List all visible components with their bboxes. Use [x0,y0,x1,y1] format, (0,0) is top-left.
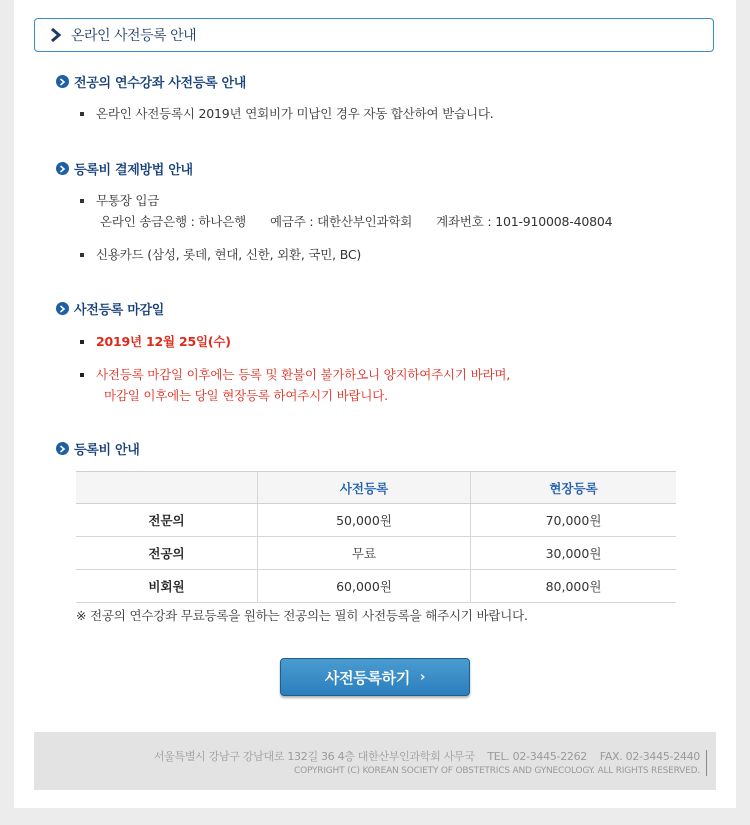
bullet-square-icon [80,253,84,257]
circle-chevron-icon [56,75,69,88]
account-holder: 예금주 : 대한산부인과학회 [269,214,413,229]
footer-fax: FAX. 02-3445-2440 [599,750,700,763]
warning-line-1: 사전등록 마감일 이후에는 등록 및 환불이 불가하오니 양지하여주시기 바라며, [96,367,510,382]
list-item-bank-transfer [80,190,612,232]
section-heading-payment [56,159,193,178]
table-cell: 60,000원 [258,570,471,603]
column-header: 사전등록 [258,472,471,504]
deadline-date [80,331,231,352]
deadline-date-text: 2019년 12월 25일(수) [96,334,231,349]
table-cell: 비회원 [76,570,258,603]
circle-chevron-icon [56,442,69,455]
column-header: 현장등록 [471,472,677,504]
page-title: 온라인 사전등록 안내 [71,28,197,44]
list-item-credit-card [80,244,361,265]
warning-line-2: 마감일 이후에는 당일 현장등록 하여주시기 바랍니다. [104,388,388,403]
table-cell: 무료 [258,537,471,570]
account-number: 계좌번호 : 101-910008-40804 [436,214,613,229]
bullet-square-icon [80,373,84,377]
list-item-text: 온라인 사전등록시 2019년 연회비가 미납인 경우 자동 합산하여 받습니다. [96,106,494,121]
page-title-box [34,18,714,52]
table-row [76,570,676,603]
section-heading-text: 사전등록 마감일 [74,303,165,318]
table-header-row [76,472,676,504]
section-heading-text: 등록비 결제방법 안내 [74,163,193,178]
table-cell: 50,000원 [258,504,471,537]
footer-divider [706,750,707,776]
circle-chevron-icon [56,302,69,315]
section-heading-text: 등록비 안내 [74,443,140,458]
footer [34,732,716,790]
bullet-square-icon [80,199,84,203]
section-heading-fees [56,439,140,458]
footer-address: 서울특별시 강남구 강남대로 132길 36 4층 대한산부인과학회 사무국 [153,750,475,763]
section-heading-text: 전공의 연수강좌 사전등록 안내 [74,76,247,91]
preregister-button-label: 사전등록하기 [324,668,411,687]
deadline-warning [80,364,510,406]
table-cell: 70,000원 [471,504,677,537]
bank-name: 온라인 송금은행 : 하나은행 [100,214,246,229]
section-heading-preregistration [56,72,246,91]
table-cell: 전문의 [76,504,258,537]
bank-details [80,211,612,232]
bullet-square-icon [80,340,84,344]
credit-card-text: 신용카드 (삼성, 롯데, 현대, 신한, 외환, 국민, BC) [96,247,362,262]
table-cell: 30,000원 [471,537,677,570]
preregister-button[interactable] [280,658,470,696]
chevron-right-icon: › [420,669,426,685]
footer-contact [154,748,700,764]
table-row [76,504,676,537]
bullet-square-icon [80,112,84,116]
column-header [76,472,258,504]
fee-table [76,471,676,603]
section-heading-deadline [56,299,164,318]
registration-note: ※ 전공의 연수강좌 무료등록을 원하는 전공의는 필히 사전등록을 해주시기 바랍니다. [76,608,528,623]
content-panel [14,0,736,808]
circle-chevron-icon [56,162,69,175]
chevron-right-icon [45,24,67,46]
list-item [80,103,493,124]
footer-copyright: COPYRIGHT (C) KOREAN SOCIETY OF OBSTETRICS AND GYNECOLOGY. ALL RIGHTS RESERVED. [293,766,700,776]
bank-transfer-title: 무통장 입금 [96,193,160,208]
table-cell: 전공의 [76,537,258,570]
table-cell: 80,000원 [471,570,677,603]
footer-tel: TEL. 02-3445-2262 [487,750,587,763]
table-row [76,537,676,570]
